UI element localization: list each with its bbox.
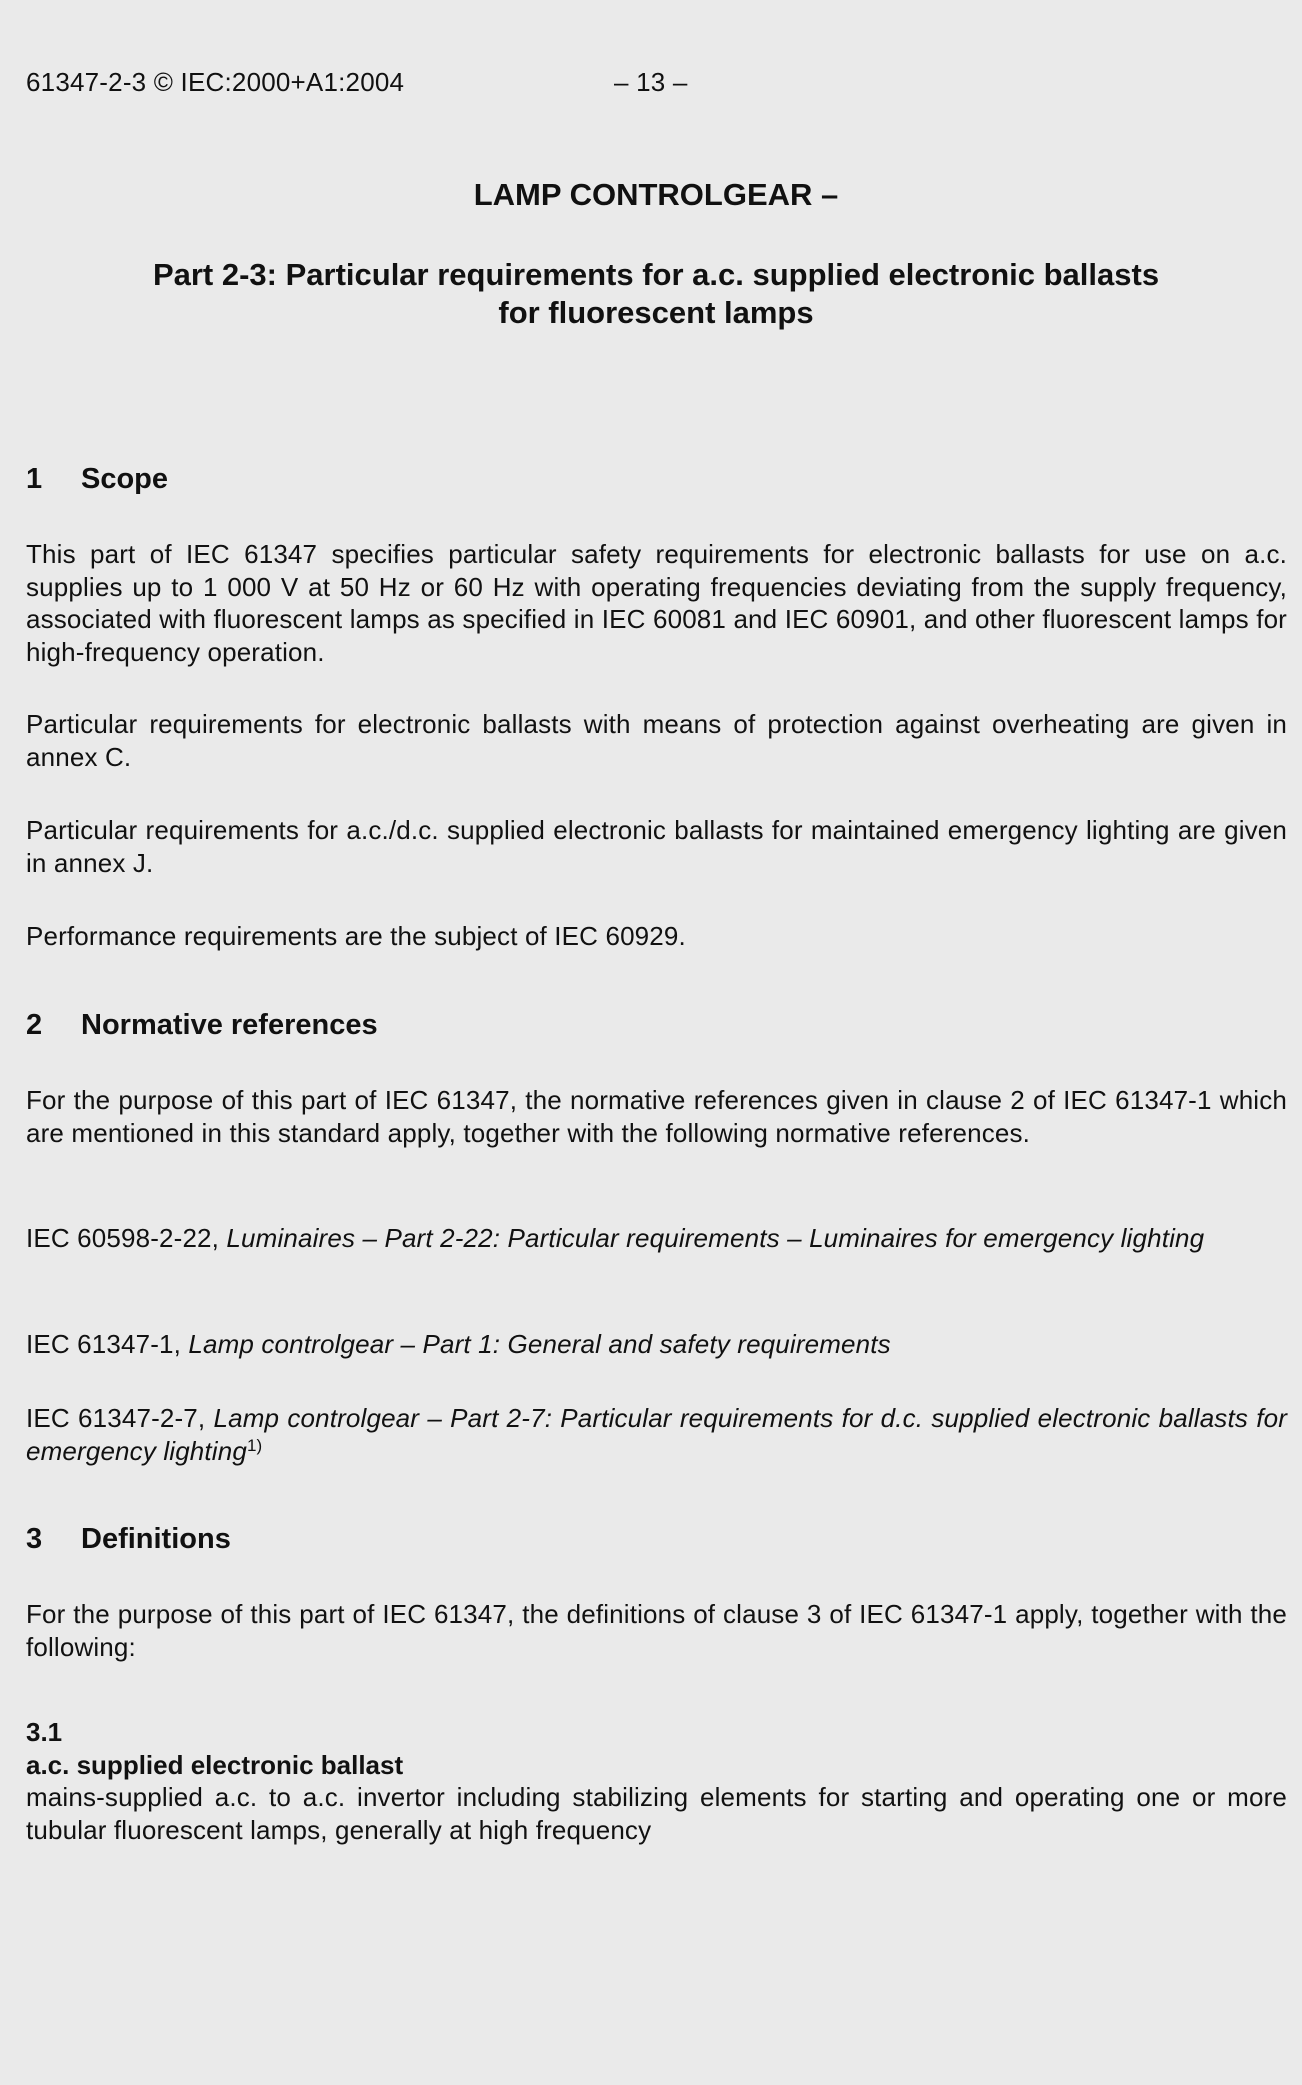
- section-title: Definitions: [81, 1523, 231, 1555]
- normative-intro: For the purpose of this part of IEC 61347, the normative references given in clause 2 of IEC 61347-1 which are mentioned in this standard apply, together with the following normative references.: [26, 1085, 1287, 1148]
- definition-term: a.c. supplied electronic ballast: [26, 1749, 404, 1780]
- definition-number: 3.1: [26, 1717, 63, 1747]
- scope-paragraph-3: Particular requirements for a.c./d.c. supplied electronic ballasts for maintained emergency lighting are given in annex J.: [26, 815, 1287, 878]
- scope-paragraph-2: Particular requirements for electronic ballasts with means of protection against overheating are given in annex C.: [26, 709, 1287, 772]
- reference-title: Luminaires – Part 2-22: Particular requirements – Luminaires for emergency lighting: [226, 1223, 1205, 1253]
- reference-title: Lamp controlgear – Part 2-7: Particular requirements for d.c. supplied electronic ballasts for emergency lighting: [26, 1403, 1287, 1466]
- definitions-intro: For the purpose of this part of IEC 61347, the definitions of clause 3 of IEC 61347-1 apply, together with the following:: [26, 1599, 1287, 1662]
- section-number: 2: [26, 1009, 43, 1041]
- reference-title: Lamp controlgear – Part 1: General and safety requirements: [188, 1329, 891, 1359]
- section-heading-normative-references: [26, 1008, 1287, 1042]
- reference-item: [26, 1222, 1287, 1255]
- scope-paragraph-1: This part of IEC 61347 specifies particular safety requirements for electronic ballasts for use on a.c. supplies up to 1 000 V at 50 Hz or 60 Hz with operating frequencies deviating from the supply frequency, associated with fluorescent lamps as specified in IEC 60081 and IEC 60901, and other fluorescent lamps for high-frequency operation.: [26, 539, 1287, 667]
- subtitle-line-2: for fluorescent lamps: [498, 295, 814, 330]
- reference-id: IEC 61347-2-7,: [26, 1403, 214, 1433]
- reference-id: IEC 60598-2-22,: [26, 1223, 227, 1253]
- reference-id: IEC 61347-1,: [26, 1329, 189, 1359]
- reference-item: [26, 1328, 1287, 1361]
- section-heading-definitions: [26, 1522, 1287, 1556]
- definition-text: mains-supplied a.c. to a.c. invertor including stabilizing elements for starting and operating one or more tubular fluorescent lamps, generally at high frequency: [26, 1782, 1287, 1845]
- section-number: 3: [26, 1523, 43, 1555]
- section-title: Scope: [81, 463, 169, 495]
- definition-entry: [26, 1716, 1287, 1846]
- section-number: 1: [26, 463, 43, 495]
- subtitle-line-1: Part 2-3: Particular requirements for a.c. supplied electronic ballasts: [152, 257, 1160, 292]
- page-number: – 13 –: [614, 67, 688, 97]
- document-id: 61347-2-3 © IEC:2000+A1:2004: [26, 67, 405, 97]
- scope-paragraph-4: Performance requirements are the subject of IEC 60929.: [26, 921, 686, 951]
- footnote-marker: 1): [246, 1435, 263, 1455]
- reference-item: [26, 1402, 1287, 1467]
- document-subtitle: [0, 256, 1302, 332]
- section-heading-scope: [26, 462, 1287, 496]
- document-title: LAMP CONTROLGEAR –: [473, 177, 839, 212]
- section-title: Normative references: [81, 1009, 378, 1041]
